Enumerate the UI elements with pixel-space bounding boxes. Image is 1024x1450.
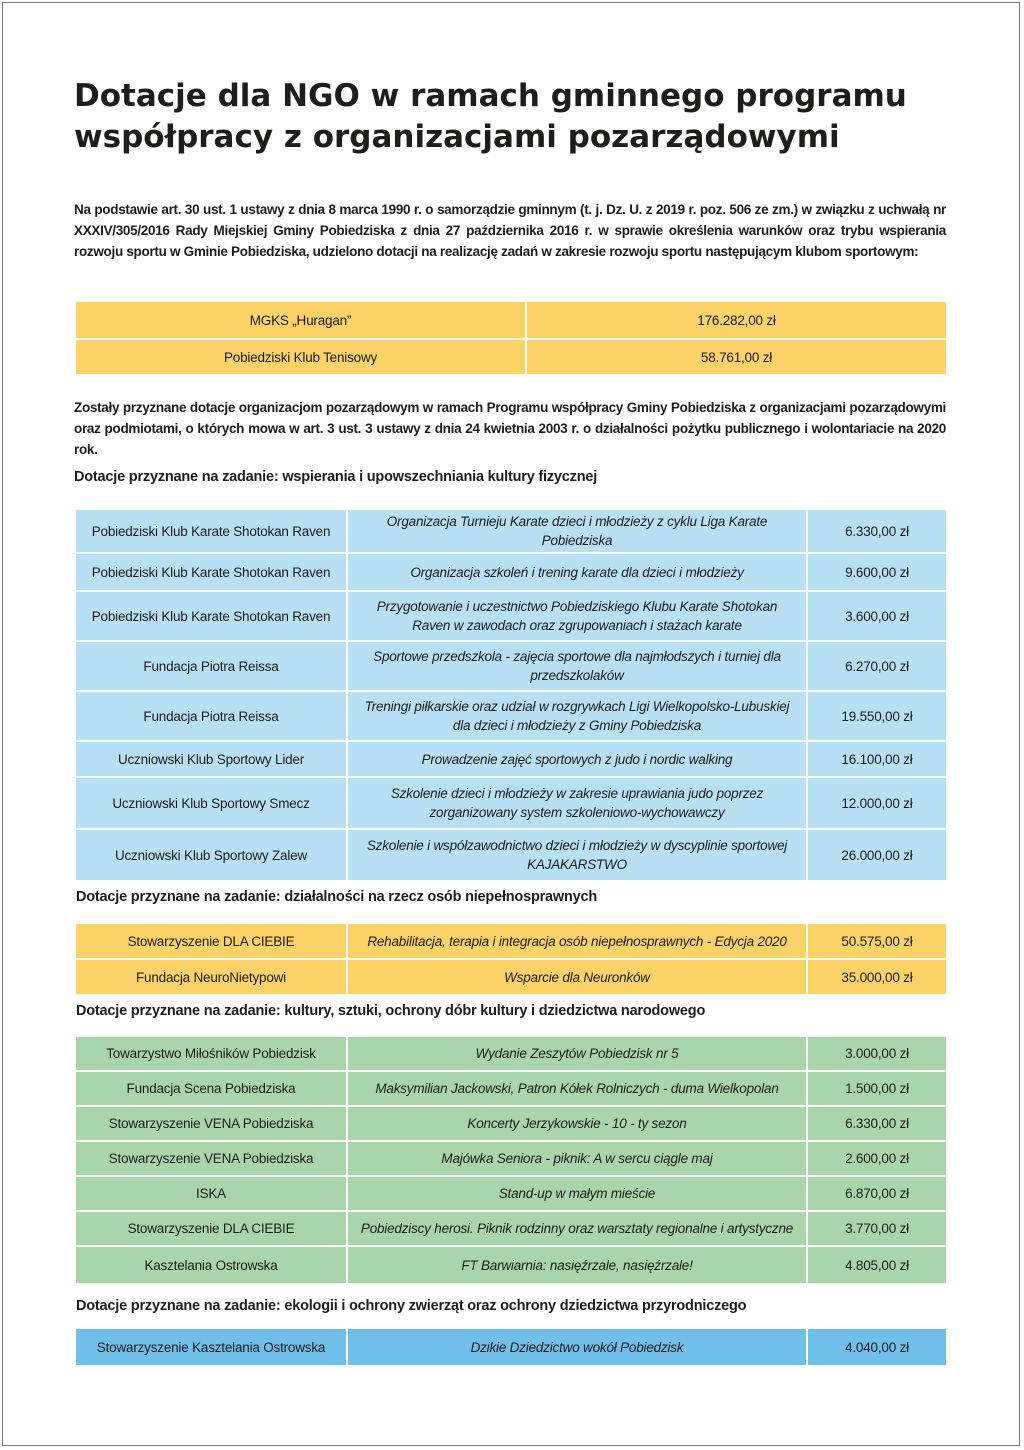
section-heading-disabled-persons: Dotacje przyznane na zadanie: działalności na rzecz osób niepełnosprawnych: [76, 889, 598, 905]
disabled-persons-table: [74, 922, 948, 996]
org-name: Stowarzyszenie VENA Pobiedziska: [75, 1106, 347, 1141]
task-name: Dzikie Dziedzictwo wokół Pobiedzisk: [347, 1328, 807, 1366]
table-row: [75, 553, 947, 591]
org-name: Stowarzyszenie DLA CIEBIE: [75, 1211, 347, 1246]
table-row: [75, 777, 947, 829]
grant-amount: 6.870,00 zł: [807, 1176, 947, 1211]
task-name: Pobiedziscy herosi. Piknik rodzinny oraz warsztaty regionalne i artystyczne: [347, 1211, 807, 1246]
grant-amount: 50.575,00 zł: [807, 923, 947, 959]
task-name: Sportowe przedszkola - zajęcia sportowe dla najmłodszych i turniej dla przedszkolaków: [347, 641, 807, 691]
table-row: [75, 959, 947, 995]
table-row: [75, 1328, 947, 1366]
task-name: Koncerty Jerzykowskie - 10 - ty sezon: [347, 1106, 807, 1141]
table-row: [75, 509, 947, 553]
page-title: [74, 76, 974, 158]
task-name: Prowadzenie zajęć sportowych z judo i nordic walking: [347, 741, 807, 777]
ecology-table: [74, 1327, 948, 1367]
table-row: [75, 591, 947, 641]
org-name: Pobiedziski Klub Karate Shotokan Raven: [75, 509, 347, 553]
org-name: Kasztelania Ostrowska: [75, 1246, 347, 1284]
org-name: Stowarzyszenie VENA Pobiedziska: [75, 1141, 347, 1176]
org-name: Fundacja Piotra Reissa: [75, 691, 347, 741]
task-name: Przygotowanie i uczestnictwo Pobiedziskiego Klubu Karate Shotokan Raven w zawodach oraz zgrupowaniach i stażach karate: [347, 591, 807, 641]
grant-amount: 4.805,00 zł: [807, 1246, 947, 1284]
grant-amount: 9.600,00 zł: [807, 553, 947, 591]
table-row: [75, 1141, 947, 1176]
table-row: [75, 1106, 947, 1141]
intro-paragraph: Na podstawie art. 30 ust. 1 ustawy z dnia 8 marca 1990 r. o samorządzie gminnym (t. j. Dz. U. z 2019 r. poz. 506 ze zm.) w związku z uchwałą nr XXXIV/305/2016 Rady Miejskiej Gminy Pobiedziska z dnia 27 października 2016 r. w sprawie określenia warunków oraz trybu wspierania rozwoju sportu w Gminie Pobiedziska, udzielono dotacji na realizację zadań w zakresie rozwoju sportu następującym klubom sportowym:: [74, 202, 946, 259]
task-name: Szkolenie dzieci i młodzieży w zakresie uprawiania judo poprzez zorganizowany system szkoleniowo-wychowawczy: [347, 777, 807, 829]
physical-culture-table: [74, 508, 948, 882]
table-row: [75, 1036, 947, 1071]
task-name: Organizacja Turnieju Karate dzieci i młodzieży z cyklu Liga Karate Pobiedziska: [347, 509, 807, 553]
table-row: [75, 301, 947, 339]
grant-amount: 26.000,00 zł: [807, 829, 947, 881]
table-row: [75, 339, 947, 375]
task-name: Rehabilitacja, terapia i integracja osób niepełnosprawnych - Edycja 2020: [347, 923, 807, 959]
task-name: Treningi piłkarskie oraz udział w rozgrywkach Ligi Wielkopolsko-Lubuskiej dla dzieci i młodzieży z Gminy Pobiedziska: [347, 691, 807, 741]
section-heading-physical-culture: Dotacje przyznane na zadanie: wspierania i upowszechniania kultury fizycznej: [74, 469, 598, 485]
task-name: Wydanie Zeszytów Pobiedzisk nr 5: [347, 1036, 807, 1071]
grant-amount: 6.330,00 zł: [807, 1106, 947, 1141]
grant-amount: 35.000,00 zł: [807, 959, 947, 995]
grant-amount: 6.270,00 zł: [807, 641, 947, 691]
org-name: Fundacja NeuroNietypowi: [75, 959, 347, 995]
org-name: Uczniowski Klub Sportowy Zalew: [75, 829, 347, 881]
org-name: Pobiedziski Klub Karate Shotokan Raven: [75, 591, 347, 641]
org-name: Pobiedziski Klub Karate Shotokan Raven: [75, 553, 347, 591]
task-name: Maksymilian Jackowski, Patron Kółek Rolniczych - duma Wielkopolan: [347, 1071, 807, 1106]
title-line-1: Dotacje dla NGO w ramach gminnego programu: [74, 78, 907, 114]
grant-amount: 3.600,00 zł: [807, 591, 947, 641]
table-row: [75, 923, 947, 959]
grant-amount: 3.000,00 zł: [807, 1036, 947, 1071]
grant-amount: 6.330,00 zł: [807, 509, 947, 553]
grant-amount: 3.770,00 zł: [807, 1211, 947, 1246]
grant-amount: 1.500,00 zł: [807, 1071, 947, 1106]
grant-amount: 4.040,00 zł: [807, 1328, 947, 1366]
org-name: Stowarzyszenie DLA CIEBIE: [75, 923, 347, 959]
task-name: Wsparcie dla Neuronków: [347, 959, 807, 995]
grant-amount: 12.000,00 zł: [807, 777, 947, 829]
task-name: FT Barwiarnia: nasięźrzale, nasięźrzale!: [347, 1246, 807, 1284]
table-row: [75, 1071, 947, 1106]
org-name: Fundacja Piotra Reissa: [75, 641, 347, 691]
task-name: Organizacja szkoleń i trening karate dla dzieci i młodzieży: [347, 553, 807, 591]
title-line-2: współpracy z organizacjami pozarządowymi: [74, 119, 840, 155]
program-paragraph: Zostały przyznane dotacje organizacjom pozarządowym w ramach Programu współpracy Gminy Pobiedziska z organizacjami pozarządowymi oraz podmiotami, o których mowa w art. 3 ust. 3 ustawy z dnia 24 kwietnia 2003 r. o działalności pożytku publicznego i wolontariacie na 2020 rok.: [74, 400, 946, 457]
org-name: Towarzystwo Miłośników Pobiedzisk: [75, 1036, 347, 1071]
org-name: Uczniowski Klub Sportowy Smecz: [75, 777, 347, 829]
club-amount: 176.282,00 zł: [526, 301, 947, 339]
table-row: [75, 641, 947, 691]
section-heading-culture: Dotacje przyznane na zadanie: kultury, sztuki, ochrony dóbr kultury i dziedzictwa narodowego: [76, 1003, 706, 1019]
org-name: ISKA: [75, 1176, 347, 1211]
table-row: [75, 1176, 947, 1211]
grant-amount: 19.550,00 zł: [807, 691, 947, 741]
org-name: Fundacja Scena Pobiedziska: [75, 1071, 347, 1106]
club-name: Pobiedziski Klub Tenisowy: [75, 339, 526, 375]
club-amount: 58.761,00 zł: [526, 339, 947, 375]
table-row: [75, 829, 947, 881]
task-name: Stand-up w małym mieście: [347, 1176, 807, 1211]
culture-table: [74, 1035, 948, 1285]
org-name: Uczniowski Klub Sportowy Lider: [75, 741, 347, 777]
table-row: [75, 741, 947, 777]
task-name: Majówka Seniora - piknik: A w sercu ciągle maj: [347, 1141, 807, 1176]
club-name: MGKS „Huragan”: [75, 301, 526, 339]
sport-clubs-table: [74, 300, 948, 376]
task-name: Szkolenie i współzawodnictwo dzieci i młodzieży w dyscyplinie sportowej KAJAKARSTWO: [347, 829, 807, 881]
section-heading-ecology: Dotacje przyznane na zadanie: ekologii i ochrony zwierząt oraz ochrony dziedzictwa przyrodniczego: [76, 1298, 747, 1314]
table-row: [75, 691, 947, 741]
org-name: Stowarzyszenie Kasztelania Ostrowska: [75, 1328, 347, 1366]
grant-amount: 16.100,00 zł: [807, 741, 947, 777]
grant-amount: 2.600,00 zł: [807, 1141, 947, 1176]
table-row: [75, 1211, 947, 1246]
table-row: [75, 1246, 947, 1284]
